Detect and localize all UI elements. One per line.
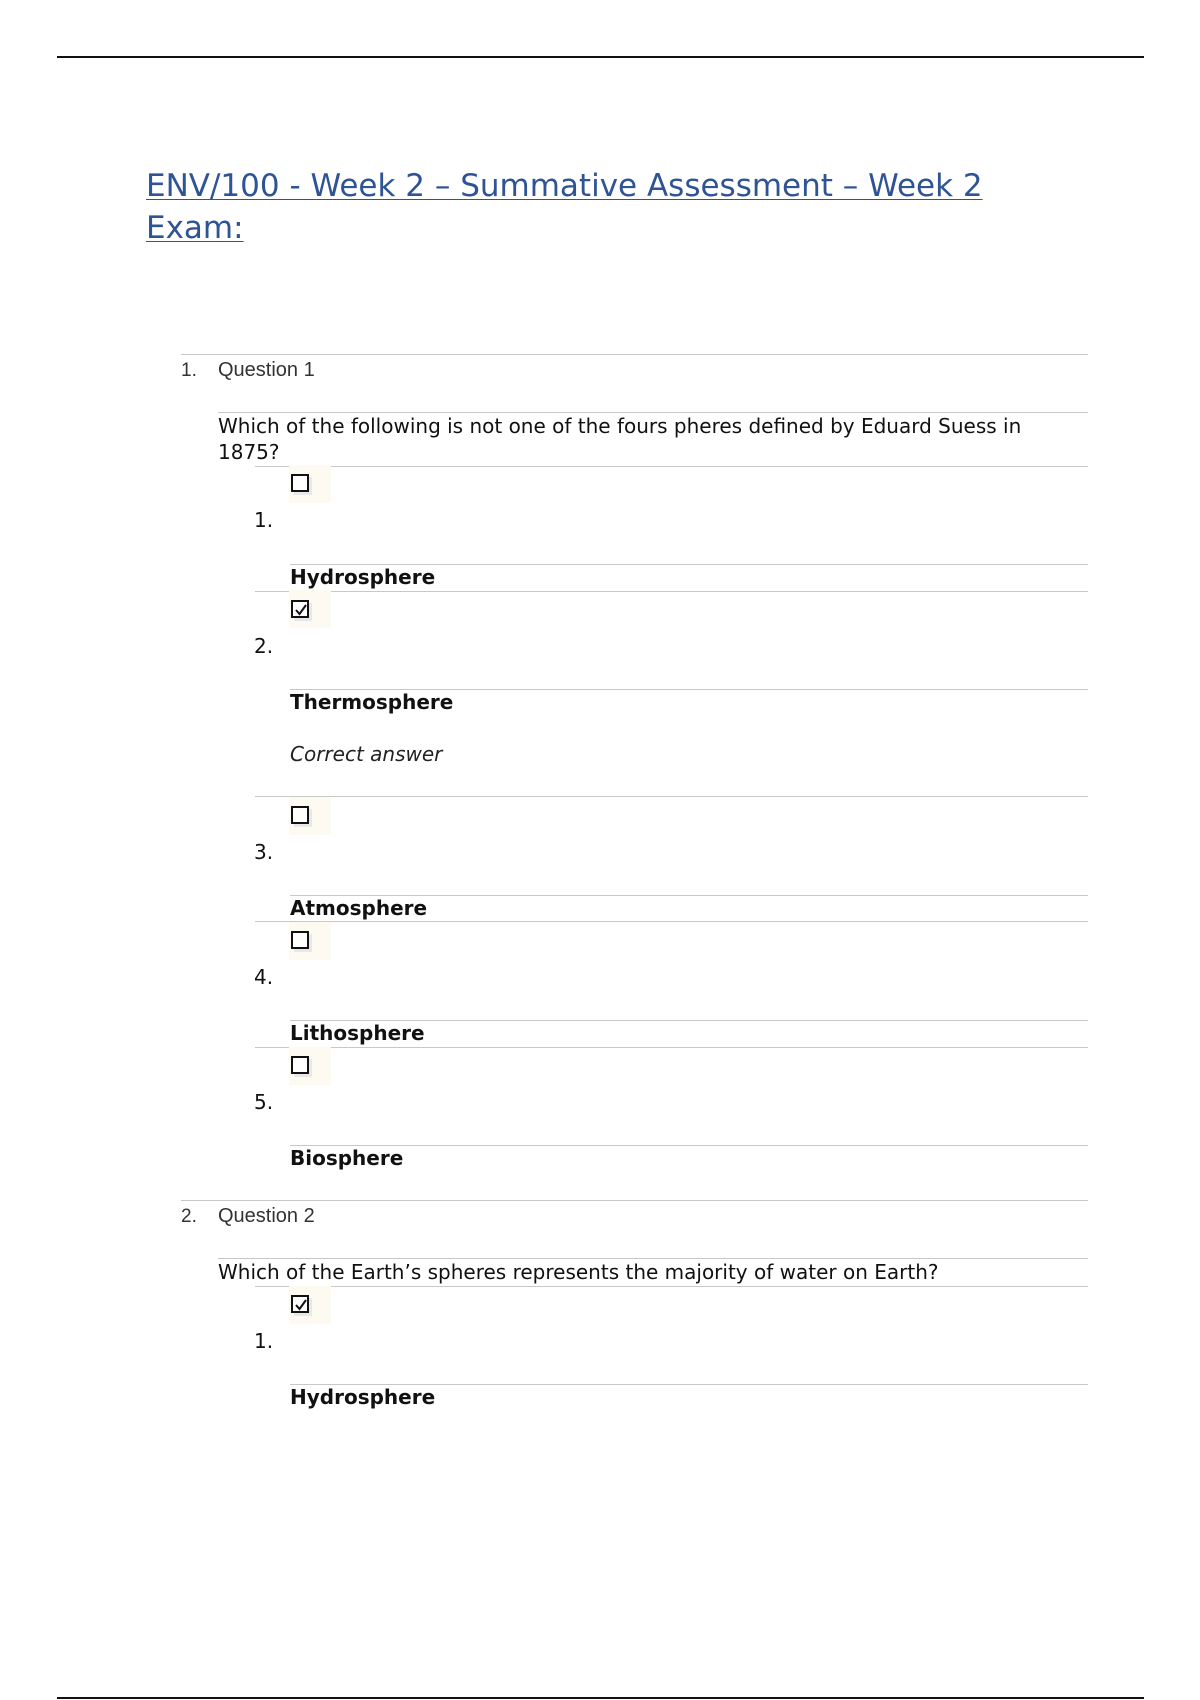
- answer-number: 2.: [254, 634, 274, 658]
- checkmark-icon: [294, 1298, 308, 1312]
- answer-label: Atmosphere: [290, 896, 428, 920]
- answer-checkbox-checked[interactable]: [291, 1295, 309, 1313]
- correct-answer-note: Correct answer: [290, 742, 443, 766]
- answer-checkbox-checked[interactable]: [291, 600, 309, 618]
- answer-number: 1.: [254, 508, 274, 532]
- answer-number: 4.: [254, 965, 274, 989]
- answer-number: 3.: [254, 840, 274, 864]
- page-top-rule: [57, 56, 1144, 58]
- answer-checkbox[interactable]: [291, 1056, 309, 1074]
- divider: [255, 466, 1088, 467]
- question-label: Question 1: [218, 359, 315, 381]
- divider: [255, 921, 1088, 922]
- answer-label: Thermosphere: [290, 690, 454, 714]
- answer-label: Hydrosphere: [290, 565, 436, 589]
- question-number: 1.: [181, 360, 197, 381]
- divider: [255, 796, 1088, 797]
- divider: [181, 1200, 1088, 1201]
- answer-label: Lithosphere: [290, 1021, 425, 1045]
- question-text: Which of the Earth’s spheres represents the majority of water on Earth?: [218, 1260, 939, 1284]
- answer-checkbox[interactable]: [291, 931, 309, 949]
- answer-number: 1.: [254, 1329, 274, 1353]
- answer-number: 5.: [254, 1090, 274, 1114]
- question-number: 2.: [181, 1206, 197, 1227]
- page-bottom-rule: [57, 1697, 1144, 1699]
- answer-checkbox[interactable]: [291, 806, 309, 824]
- question-label: Question 2: [218, 1205, 315, 1227]
- answer-label: Biosphere: [290, 1146, 404, 1170]
- divider: [255, 1047, 1088, 1048]
- question-text: Which of the following is not one of the fours pheres defined by Eduard Suess in 1875?: [218, 414, 1022, 464]
- divider: [290, 1145, 1088, 1146]
- checkmark-icon: [294, 603, 308, 617]
- answer-checkbox[interactable]: [291, 474, 309, 492]
- document-title[interactable]: ENV/100 - Week 2 – Summative Assessment – Week 2 Exam:: [146, 168, 983, 246]
- divider: [181, 354, 1088, 355]
- divider: [255, 1286, 1088, 1287]
- divider: [255, 591, 1088, 592]
- answer-label: Hydrosphere: [290, 1385, 436, 1409]
